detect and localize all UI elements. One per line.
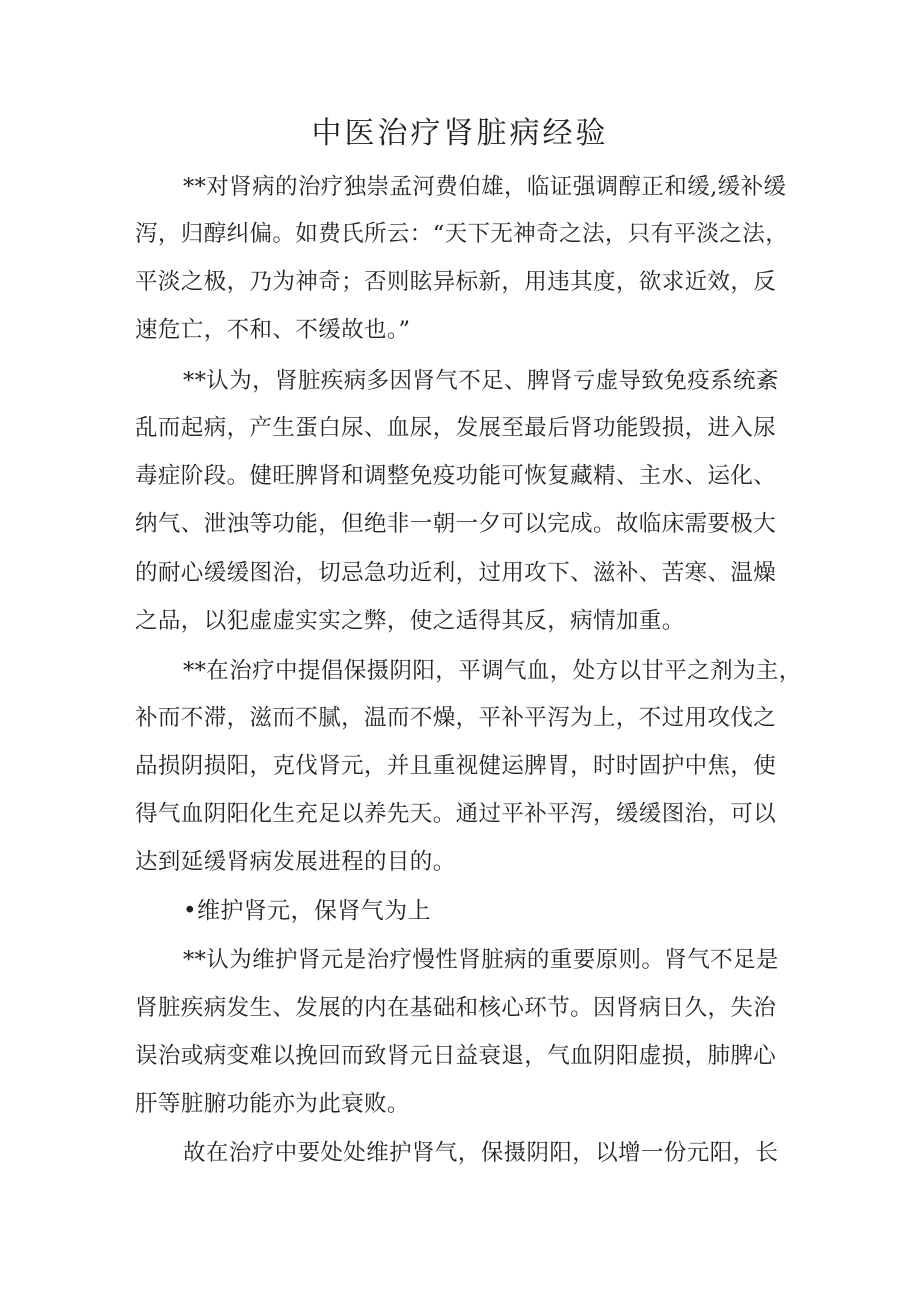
document-title: 中医治疗肾脏病经验	[311, 116, 609, 151]
paragraph-3-line-2: 补而不滞，滋而不腻，温而不燥，平补平泻为上，不过用攻伐之	[135, 705, 777, 731]
paragraph-2-line-5: 的耐心缓缓图治，切忌急功近利，过用攻下、滋补、苦寒、温燥	[135, 560, 777, 586]
paragraph-2-line-4: 纳气、泄浊等功能，但绝非一朝一夕可以完成。故临床需要极大	[135, 511, 777, 537]
paragraph-4-line-1: **认为维护肾元是治疗慢性肾脏病的重要原则。肾气不足是	[183, 947, 779, 973]
paragraph-2-line-1: **认为，肾脏疾病多因肾气不足、脾肾亏虚导致免疫系统紊	[183, 368, 779, 394]
paragraph-4-line-2: 肾脏疾病发生、发展的内在基础和核心环节。因肾病日久，失治	[135, 995, 777, 1021]
paragraph-4-line-3: 误治或病变难以挽回而致肾元日益衰退，气血阴阳虚损，肺脾心	[135, 1043, 777, 1069]
paragraph-3-line-5: 达到延缓肾病发展进程的目的。	[135, 849, 456, 875]
paragraph-2-line-6: 之品，以犯虚虚实实之弊，使之适得其反，病情加重。	[135, 608, 685, 634]
paragraph-3-line-4: 得气血阴阳化生充足以养先天。通过平补平泻，缓缓图治，可以	[135, 801, 777, 827]
paragraph-2-line-2: 乱而起病，产生蛋白尿、血尿，发展至最后肾功能毁损，进入尿	[135, 415, 777, 441]
paragraph-2-line-3: 毒症阶段。健旺脾肾和调整免疫功能可恢复藏精、主水、运化、	[135, 463, 777, 489]
paragraph-3-line-1: **在治疗中提倡保摄阴阳，平调气血，处方以甘平之剂为主，	[183, 658, 802, 684]
paragraph-1-line-4: 速危亡，不和、不缓故也。”	[135, 317, 411, 343]
paragraph-3-line-3: 品损阴损阳，克伐肾元，并且重视健运脾胃，时时固护中焦，使	[135, 753, 777, 779]
paragraph-1-line-1: **对肾病的治疗独崇孟河费伯雄，临证强调醇正和缓,缓补缓	[183, 174, 787, 200]
paragraph-1-line-2: 泻，归醇纠偏。如费氏所云：“天下无神奇之法，只有平淡之法，	[135, 221, 789, 247]
section-subheading: •维护肾元，保肾气为上	[183, 898, 431, 924]
paragraph-1-line-3: 平淡之极，乃为神奇；否则眩异标新，用违其度，欲求近效，反	[135, 269, 777, 295]
paragraph-5-line-1: 故在治疗中要处处维护肾气，保摄阴阳，以增一份元阳，长	[183, 1140, 779, 1166]
paragraph-4-line-4: 肝等脏腑功能亦为此衰败。	[135, 1091, 410, 1117]
